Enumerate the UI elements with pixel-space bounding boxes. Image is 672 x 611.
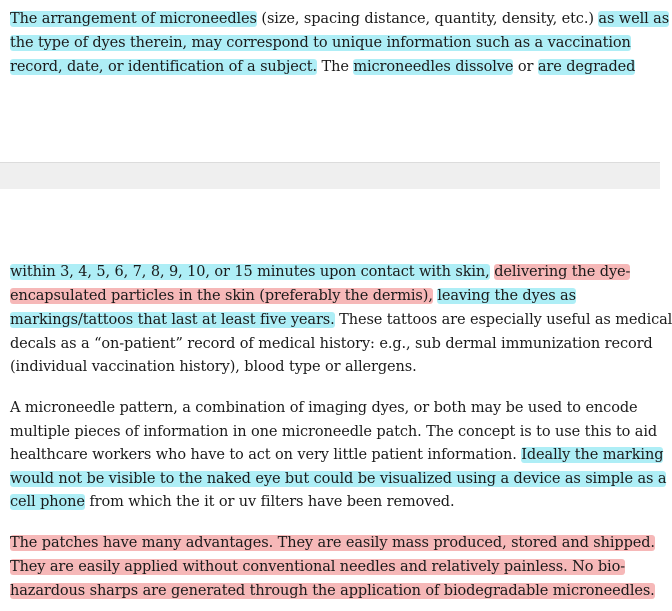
highlight-pink: The patches have many advantages. They are easily mass produced, stored and shipped. <box>10 535 655 551</box>
bottom-paragraph-line <box>10 356 417 379</box>
highlight-cyan: are degraded <box>537 59 636 75</box>
highlight-cyan: markings/tattoos that last at least five years. <box>10 312 335 328</box>
highlight-cyan: leaving the dyes as <box>437 288 576 304</box>
text-segment: (individual vaccination history), blood type or allergens. <box>10 359 417 375</box>
bottom-paragraph-line <box>10 309 672 332</box>
bottom-paragraph-line <box>10 532 655 555</box>
highlight-cyan: as well as <box>598 11 670 27</box>
bottom-paragraph-line <box>10 491 455 514</box>
top-paragraph-line <box>10 56 635 79</box>
top-paragraph-line <box>10 32 631 55</box>
highlight-pink: hazardous sharps are generated through the application of biodegradable microneedles. <box>10 583 655 599</box>
bottom-paragraph-line <box>10 333 653 356</box>
highlight-cyan: microneedles dissolve <box>353 59 514 75</box>
bottom-paragraph-line <box>10 421 657 444</box>
text-segment: A microneedle pattern, a combination of imaging dyes, or both may be used to encode <box>10 400 638 416</box>
highlight-cyan: record, date, or identification of a subject. <box>10 59 317 75</box>
highlight-pink: encapsulated particles in the skin (preferably the dermis), <box>10 288 433 304</box>
text-segment: or <box>513 59 538 75</box>
bottom-paragraph-line <box>10 468 666 491</box>
top-paragraph-line <box>10 8 669 31</box>
text-segment: multiple pieces of information in one microneedle patch. The concept is to use this to aid <box>10 424 658 440</box>
highlight-cyan: cell phone <box>10 494 85 510</box>
highlight-cyan: the type of dyes therein, may correspond to unique information such as a vaccination <box>10 35 631 51</box>
bottom-paragraph-line <box>10 261 630 284</box>
bottom-paragraph-line <box>10 285 576 308</box>
text-segment: The <box>317 59 354 75</box>
text-segment: (size, spacing distance, quantity, density, etc.) <box>256 11 599 27</box>
highlight-cyan: would not be visible to the naked eye but could be visualized using a device as simple as a <box>10 471 667 487</box>
bottom-paragraph-line <box>10 580 655 603</box>
highlight-cyan: Ideally the marking <box>521 447 664 463</box>
bottom-paragraph-line <box>10 444 663 467</box>
text-segment: from which the it or uv filters have been removed. <box>84 494 455 510</box>
text-segment: healthcare workers who have to act on very little patient information. <box>10 447 522 463</box>
text-segment: These tattoos are especially useful as medical <box>334 312 672 328</box>
bottom-paragraph-line <box>10 556 625 579</box>
highlight-cyan: within 3, 4, 5, 6, 7, 8, 9, 10, or 15 minutes upon contact with skin, <box>10 264 490 280</box>
highlight-cyan: The arrangement of microneedles <box>10 11 257 27</box>
highlight-pink: delivering the dye- <box>494 264 631 280</box>
bottom-paragraph-line <box>10 397 638 420</box>
page-break-separator <box>0 162 660 190</box>
highlight-pink: They are easily applied without conventional needles and relatively painless. No bio- <box>10 559 625 575</box>
text-segment: decals as a “on-patient” record of medical history: e.g., sub dermal immunization record <box>10 336 653 352</box>
